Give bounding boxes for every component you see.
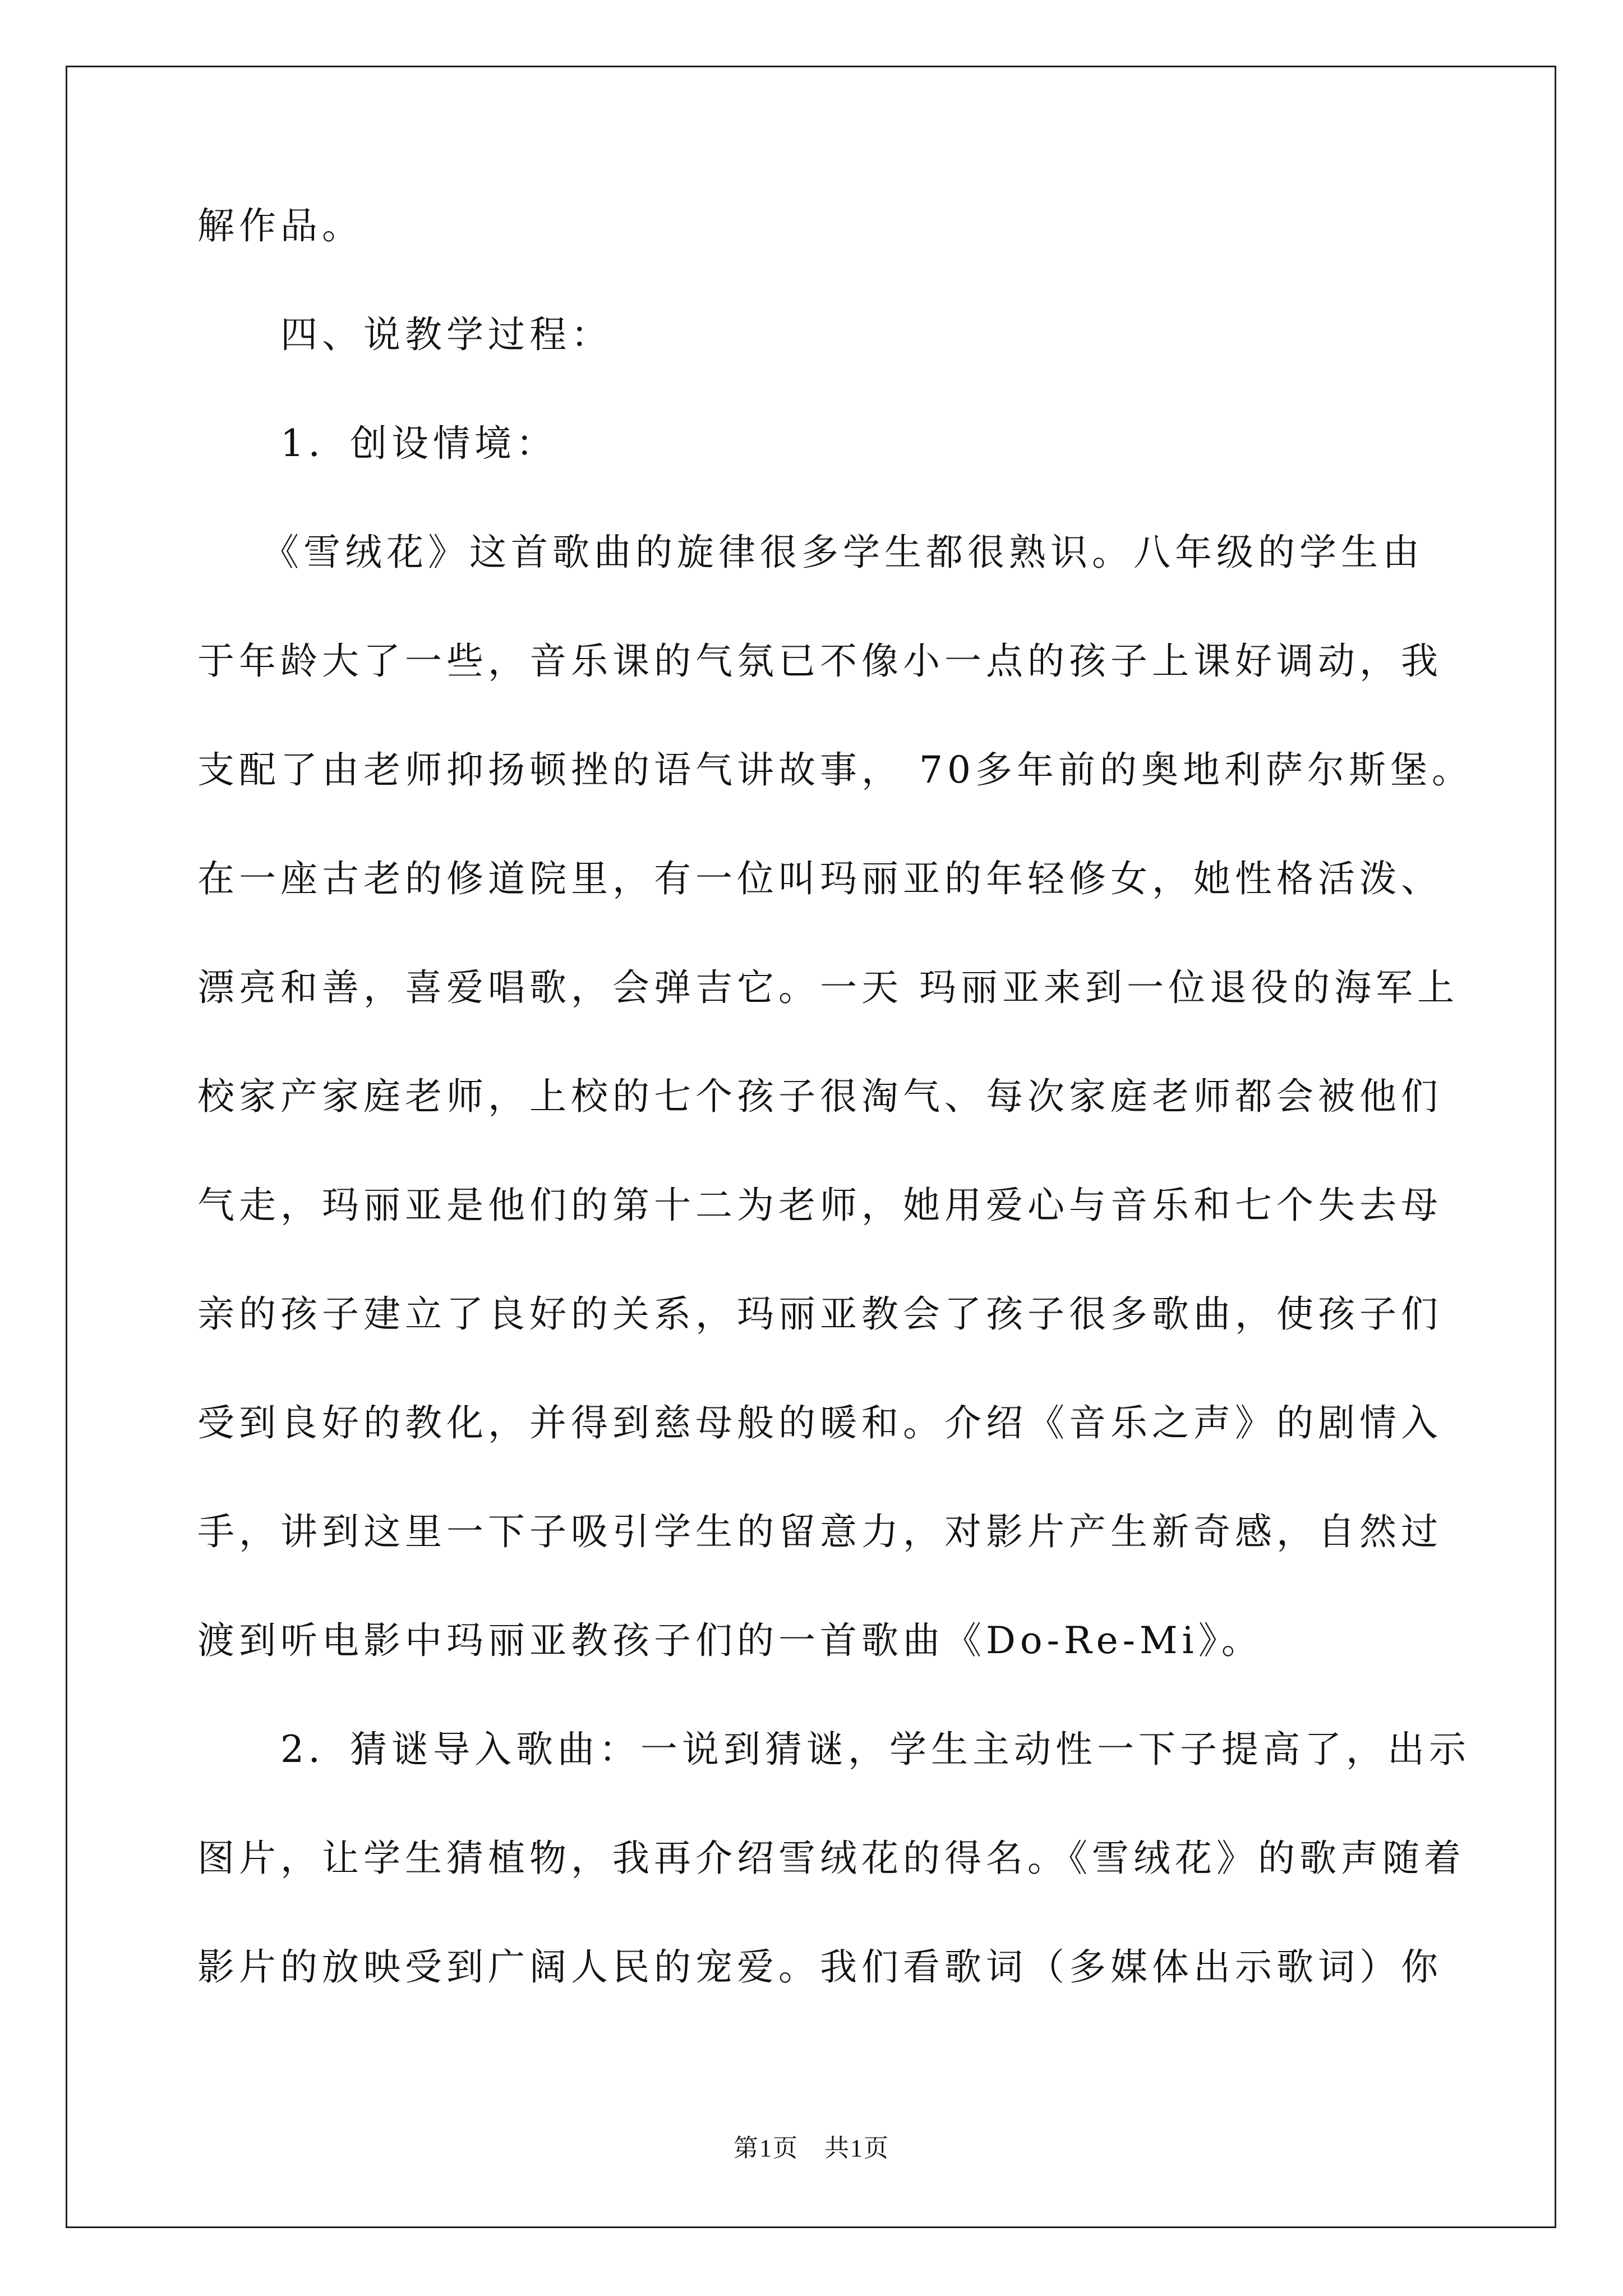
text-line: 四、说教学过程： — [197, 313, 612, 356]
text-line: 支配了由老师抑扬顿挫的语气讲故事， 70多年前的奥地利萨尔斯堡。 — [197, 748, 1473, 792]
text-line: 解作品。 — [197, 204, 363, 247]
text-line: 影片的放映受到广阔人民的宠爱。我们看歌词（多媒体出示歌词）你 — [197, 1945, 1442, 1989]
page-border — [66, 66, 1556, 2228]
text-line: 在一座古老的修道院里，有一位叫玛丽亚的年轻修女，她性格活泼、 — [197, 857, 1442, 900]
text-line: 受到良好的教化，并得到慈母般的暖和。介绍《音乐之声》的剧情入 — [197, 1401, 1442, 1444]
text-line: 漂亮和善，喜爱唱歌，会弹吉它。一天 玛丽亚来到一位退役的海军上 — [197, 966, 1459, 1009]
text-line: 气走，玛丽亚是他们的第十二为老师，她用爱心与音乐和七个失去母 — [197, 1184, 1442, 1227]
text-line: 亲的孩子建立了良好的关系，玛丽亚教会了孩子很多歌曲，使孩子们 — [197, 1292, 1442, 1336]
text-line: 图片，让学生猜植物，我再介绍雪绒花的得名。《雪绒花》的歌声随着 — [197, 1837, 1465, 1880]
text-line: 手，讲到这里一下子吸引学生的留意力，对影片产生新奇感，自然过 — [197, 1510, 1442, 1553]
text-line: 2．猜谜导入歌曲：一说到猜谜，学生主动性一下子提高了，出示 — [197, 1728, 1470, 1771]
page-number-footer: 第1页 共1页 — [734, 2134, 889, 2162]
text-line: 于年龄大了一些，音乐课的气氛已不像小一点的孩子上课好调动，我 — [197, 639, 1442, 683]
text-line: 1．创设情境： — [197, 422, 557, 465]
text-line: 校家产家庭老师，上校的七个孩子很淘气、每次家庭老师都会被他们 — [197, 1075, 1442, 1118]
text-line: 《雪绒花》这首歌曲的旋律很多学生都很熟识。八年级的学生由 — [197, 531, 1424, 574]
text-line: 渡到听电影中玛丽亚教孩子们的一首歌曲《Do-Re-Mi》。 — [197, 1619, 1263, 1662]
